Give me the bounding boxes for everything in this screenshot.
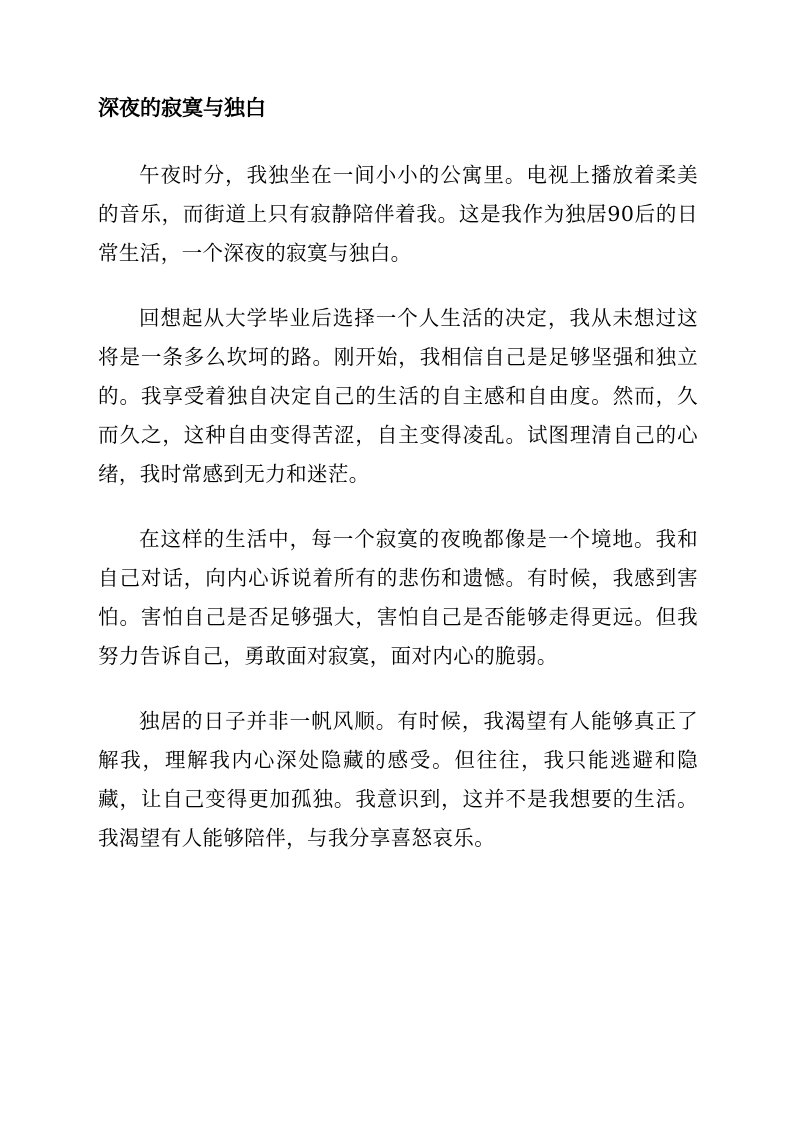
body-text xyxy=(98,156,698,884)
paragraph-1: 午夜时分，我独坐在一间小小的公寓里。电视上播放着柔美的音乐，而街道上只有寂静陪伴着我。这是我作为独居90后的日常生活，一个深夜的寂寞与独白。 xyxy=(98,163,698,265)
paragraph-4: 独居的日子并非一帆风顺。有时候，我渴望有人能够真正了解我，理解我内心深处隐藏的感受。但往往，我只能逃避和隐藏，让自己变得更加孤独。我意识到，这并不是我想要的生活。我渴望有人能够陪伴，与我分享喜怒哀乐。 xyxy=(98,709,698,850)
paragraph-2: 回想起从大学毕业后选择一个人生活的决定，我从未想过这将是一条多么坎坷的路。刚开始，我相信自己是足够坚强和独立的。我享受着独自决定自己的生活的自主感和自由度。然而，久而久之，这种自由变得苦涩，自主变得凌乱。试图理清自己的心绪，我时常感到无力和迷茫。 xyxy=(98,306,698,486)
page-title: 深夜的寂寞与独白 xyxy=(98,95,266,120)
paragraph-3: 在这样的生活中，每一个寂寞的夜晚都像是一个境地。我和自己对话，向内心诉说着所有的悲伤和遗憾。有时候，我感到害怕。害怕自己是否足够强大，害怕自己是否能够走得更远。但我努力告诉自己，勇敢面对寂寞，面对内心的脆弱。 xyxy=(98,527,698,668)
